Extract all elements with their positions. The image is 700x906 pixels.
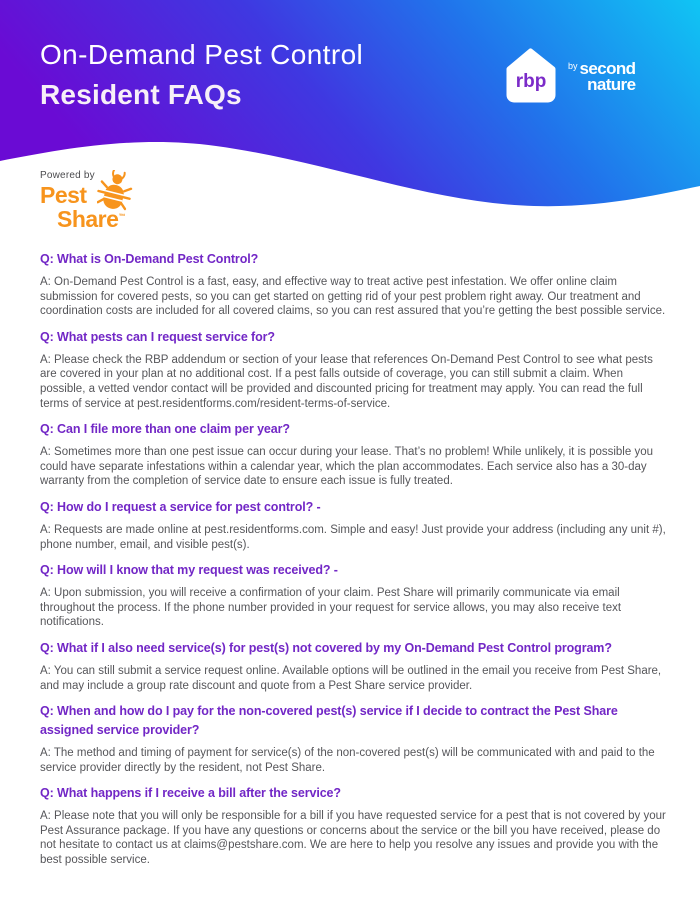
- faq-question: Q: When and how do I pay for the non-covered pest(s) service if I decide to contract the Pest Share assigned service provider?: [40, 704, 618, 738]
- faq-question: Q: What happens if I receive a bill after the service?: [40, 786, 341, 801]
- rbp-abbr-text: rbp: [515, 71, 547, 92]
- faq-item: [40, 250, 666, 319]
- faq-item: [40, 561, 666, 630]
- rbp-logo: [502, 47, 635, 106]
- faq-question: Q: What is On-Demand Pest Control?: [40, 252, 259, 266]
- faq-answer: A: Requests are made online at pest.residentforms.com. Simple and easy! Just provide your address (including any unit #), phone number, email, and visible pest(s).: [40, 523, 666, 551]
- faq-question: Q: What if I also need service(s) for pest(s) not covered by my On-Demand Pest Control program?: [40, 640, 612, 655]
- faq-answer: A: On-Demand Pest Control is a fast, easy, and effective way to treat active pest infestation. We offer online claim submission for covered pests, so you can get started on getting rid of your pest problem right away. Our treatment and coordination costs are included for all covered claims, so you can rest assured that you’re getting the best possible service.: [40, 276, 666, 318]
- faq-question: Q: Can I file more than one claim per year?: [40, 422, 290, 437]
- share-text: Share: [57, 206, 119, 232]
- faq-answer: A: Please check the RBP addendum or section of your lease that references On-Demand Pest Control to see what pests are covered in your plan at no additional cost. If a pest falls outside of coverage, you can still submit a claim. When possible, a vetted vendor contact will be provided and discounted pricing for treatment may apply. You can read the full terms of service at pest.residentforms.com/resident-terms-of-service.: [40, 353, 653, 410]
- faq-item: [40, 784, 666, 867]
- faq-item: [40, 420, 666, 489]
- header-titles: [40, 40, 363, 111]
- faq-question: Q: How will I know that my request was received? -: [40, 563, 338, 578]
- faq-question: Q: What pests can I request service for?: [40, 329, 275, 344]
- pest-bug-icon: [97, 170, 134, 213]
- faq-answer: A: You can still submit a service request online. Available options will be outlined in the email you receive from Pest Share, and may include a group rate discount and quote from a Pest Share service provider.: [40, 664, 662, 692]
- faq-item: [40, 702, 666, 775]
- nature-label: nature: [587, 75, 636, 94]
- faq-item: [40, 639, 666, 693]
- by-label: by: [568, 61, 578, 71]
- faq-item: [40, 498, 666, 552]
- faq-item: [40, 328, 666, 411]
- faq-answer: A: Upon submission, you will receive a confirmation of your claim. Pest Share will primarily communicate via email throughout the process. If the phone number provided in your request for service allows, you may also receive text notifications.: [40, 587, 622, 629]
- pest-wordmark: Pest: [40, 182, 87, 208]
- powered-by-label: Powered by: [40, 170, 95, 181]
- faq-answer: A: Please note that you will only be responsible for a bill if you have requested service for a pest that is not covered by your Pest Assurance package. If you have any questions or concerns about the service or the bill you have received, please do not hesitate to contact us at claims@pestshare.com. We are here to help you resolve any issues and provide you with the best possible service.: [40, 810, 666, 867]
- trademark-symbol: ™: [118, 213, 125, 221]
- page-subtitle: Resident FAQs: [40, 78, 242, 110]
- second-nature-wordmark: [568, 60, 635, 93]
- pest-share-logo: [40, 170, 152, 231]
- second-label: second: [579, 59, 636, 78]
- faq-answer: A: Sometimes more than one pest issue can occur during your lease. That’s no problem! While unlikely, it is possible you could have separate infestations within a calendar year, which the plan accommodates. Each service also has a 30-day warranty from the completion of service date to ensure each issue is fully treated.: [40, 446, 653, 488]
- faq-question: Q: How do I request a service for pest control? -: [40, 499, 321, 514]
- faq-content: [0, 216, 700, 868]
- faq-answer: A: The method and timing of payment for service(s) of the non-covered pest(s) will be communicated with and paid to the service provider directly by the resident, not Pest Share.: [40, 747, 655, 774]
- rbp-house-icon: [502, 47, 559, 106]
- page-title: On-Demand Pest Control: [40, 39, 364, 70]
